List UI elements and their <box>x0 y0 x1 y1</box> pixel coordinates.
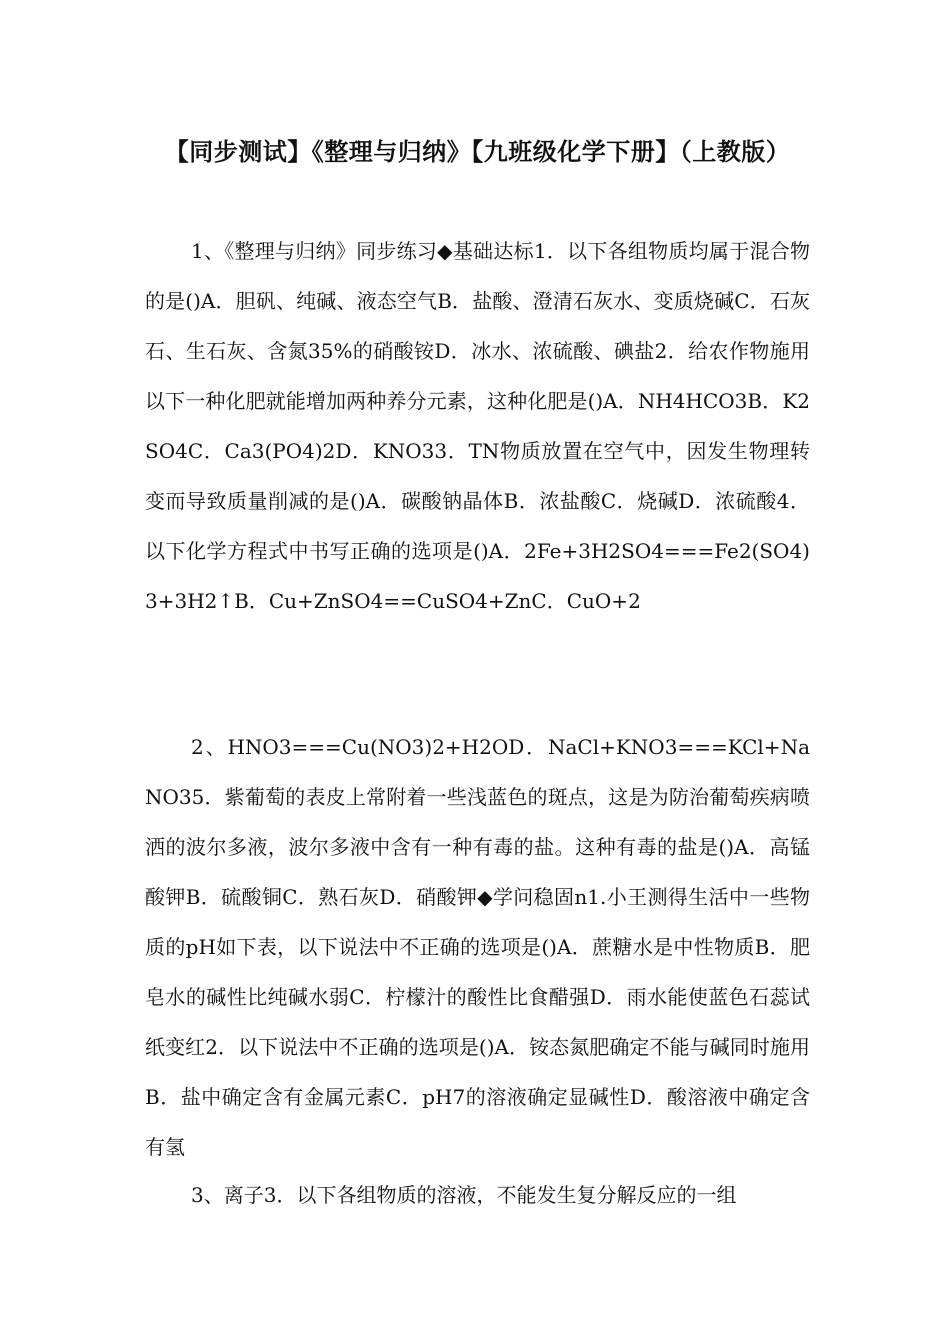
paragraph-3: 3、离子3．以下各组物质的溶液，不能发生复分解反应的一组 <box>191 1183 737 1207</box>
paragraph-2: 2、HNO3===Cu(NO3)2+H2OD．NaCl+KNO3===KCl+NaNO35．紫葡萄的表皮上常附着一些浅蓝色的斑点，这是为防治葡萄疾病喷洒的波尔多液，波尔多液中含有一种有毒的盐。这种有毒的盐是()A．高锰酸钾B．硫酸铜C．熟石灰D．硝酸钾◆学问稳固n1.小王测得生活中一些物质的pH如下表，以下说法中不正确的选项是()A．蔗糖水是中性物质B．肥皂水的碱性比纯碱水弱C．柠檬汁的酸性比食醋强D．雨水能使蓝色石蕊试纸变红2．以下说法中不正确的选项是()A．铵态氮肥确定不能与碱同时施用B．盐中确定含有金属元素C．pH7的溶液确定显碱性D．酸溶液中确定含有氢 <box>145 735 810 1159</box>
paragraph-1: 1、《整理与归纳》同步练习◆基础达标1．以下各组物质均属于混合物的是()A．胆矾、纯碱、液态空气B．盐酸、澄清石灰水、变质烧碱C．石灰石、生石灰、含氮35%的硝酸铵D．冰水、浓硫酸、碘盐2．给农作物施用以下一种化肥就能增加两种养分元素，这种化肥是()A．NH4HCO3B．K2SO4C．Ca3(PO4)2D．KNO33．TN物质放置在空气中，因发生物理转变而导致质量削减的是()A．碳酸钠晶体B．浓盐酸C．烧碱D．浓硫酸4．以下化学方程式中书写正确的选项是()A．2Fe+3H2SO4===Fe2(SO4)3+3H2↑B．Cu+ZnSO4==CuSO4+ZnC．CuO+2 <box>145 239 810 613</box>
document-title: 【同步测试】《整理与归纳》【九班级化学下册】（上教版） <box>164 138 791 166</box>
